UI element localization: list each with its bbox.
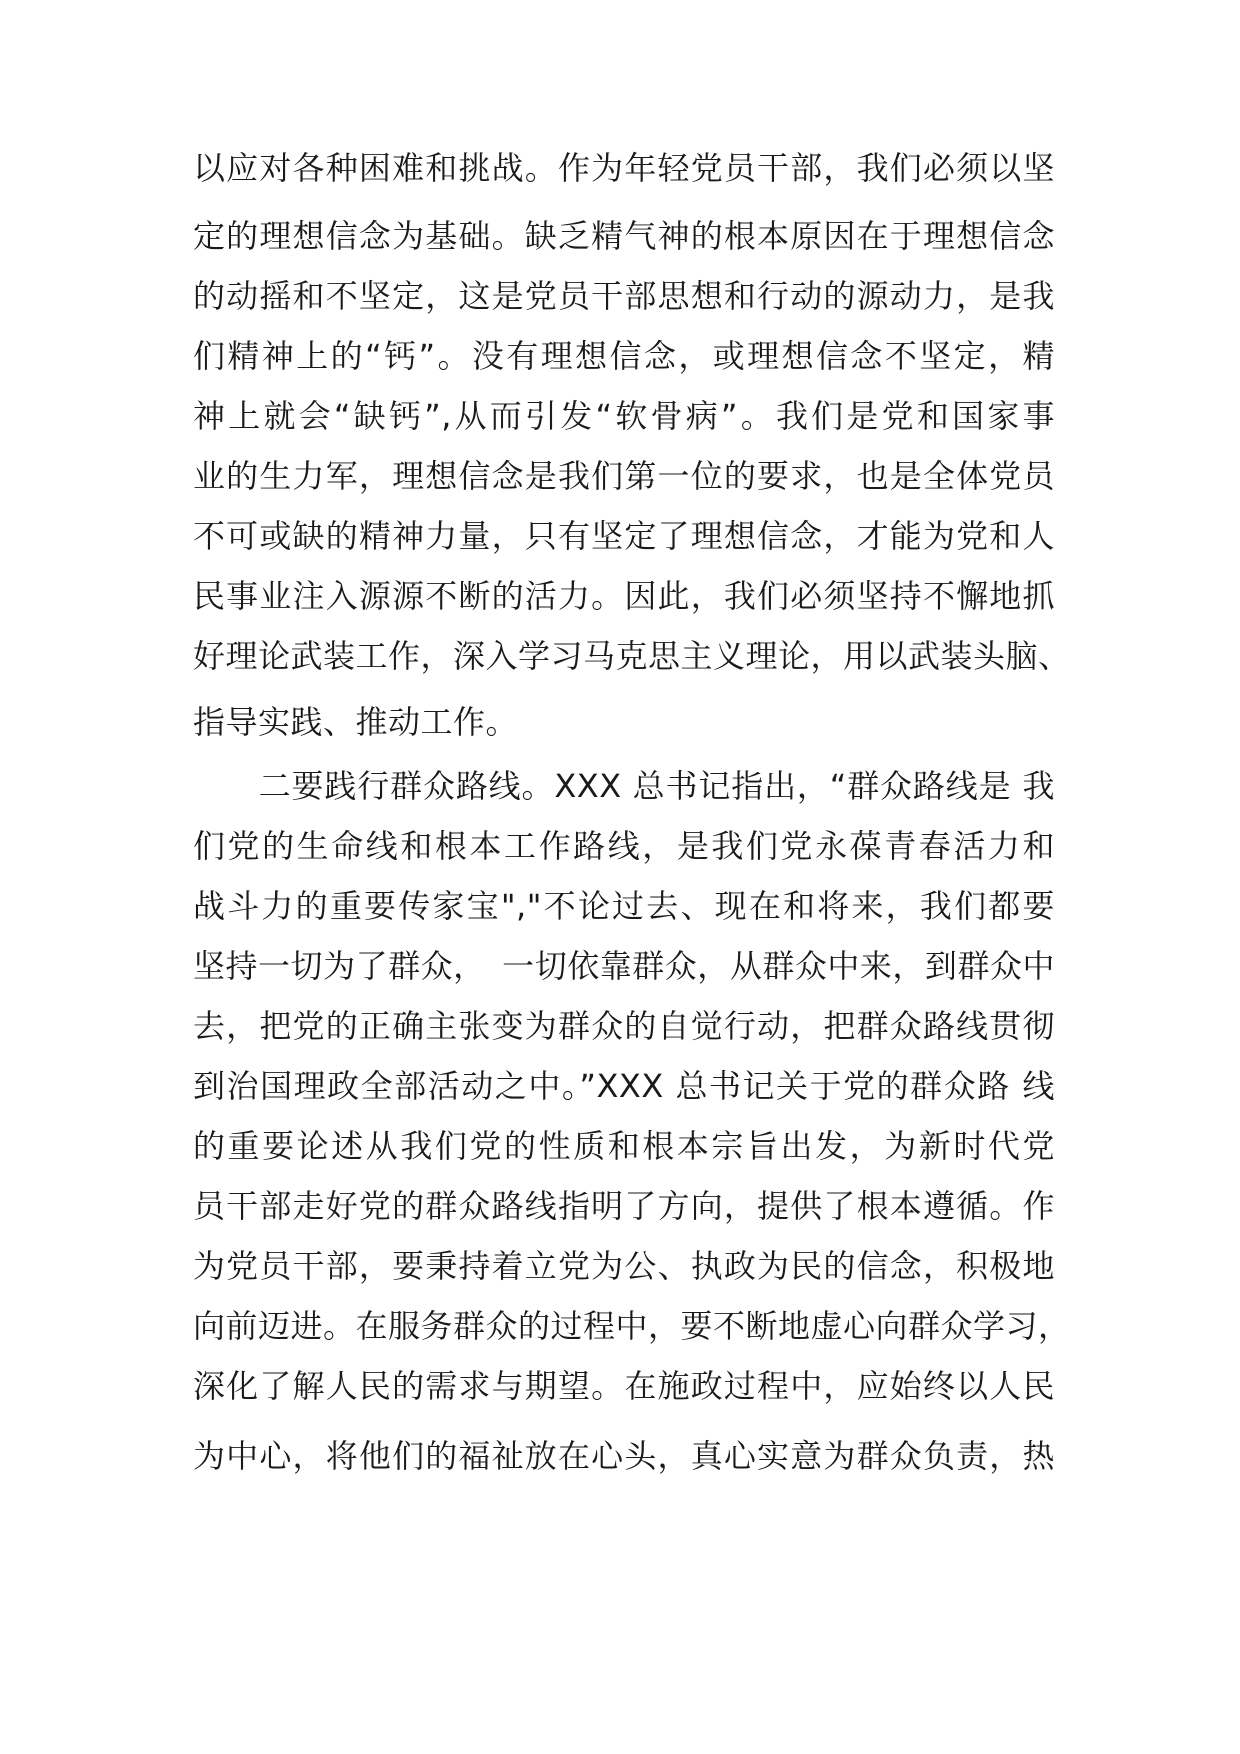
text-line: 们党的生命线和根本工作路线，是我们党永葆青春活力和 (193, 827, 1055, 865)
text-line: 员干部走好党的群众路线指明了方向，提供了根本遵循。作 (193, 1187, 1055, 1225)
text-line: 去，把党的正确主张变为群众的自觉行动，把群众路线贯彻 (193, 1007, 1055, 1045)
text-line: 为党员干部，要秉持着立党为公、执政为民的信念，积极地 (193, 1247, 1055, 1285)
text-line: 民事业注入源源不断的活力。因此，我们必须坚持不懈地抓 (193, 577, 1055, 615)
text-line: 业的生力军，理想信念是我们第一位的要求，也是全体党员 (193, 457, 1055, 495)
text-line: 战斗力的重要传家宝","不论过去、现在和将来，我们都要 (193, 887, 1055, 925)
text-line: 二要践行群众路线。XXX 总书记指出，“群众路线是 我 (193, 767, 1055, 805)
text-line: 的动摇和不坚定，这是党员干部思想和行动的源动力，是我 (193, 277, 1055, 315)
text-line: 好理论武装工作，深入学习马克思主义理论，用以武装头脑、 (193, 637, 1071, 675)
text-line: 坚持一切为了群众， 一切依靠群众，从群众中来，到群众中 (193, 947, 1055, 985)
text-line: 以应对各种困难和挑战。作为年轻党员干部，我们必须以坚 (193, 149, 1055, 187)
text-line: 向前迈进。在服务群众的过程中，要不断地虚心向群众学习， (193, 1307, 1071, 1345)
text-line: 神上就会“缺钙”,从而引发“软骨病”。我们是党和国家事 (193, 397, 1055, 435)
text-line: 定的理想信念为基础。缺乏精气神的根本原因在于理想信念 (193, 217, 1055, 255)
text-line: 不可或缺的精神力量，只有坚定了理想信念，才能为党和人 (193, 517, 1055, 555)
paragraph-end-line: 指导实践、推动工作。 (193, 703, 519, 741)
text-line: 深化了解人民的需求与期望。在施政过程中，应始终以人民 (193, 1367, 1055, 1405)
text-line: 到治国理政全部活动之中。”XXX 总书记关于党的群众路 线 (193, 1067, 1055, 1105)
text-line: 为中心，将他们的福祉放在心头，真心实意为群众负责，热 (193, 1437, 1055, 1475)
text-line: 们精神上的“钙”。没有理想信念，或理想信念不坚定，精 (193, 337, 1055, 375)
text-line: 的重要论述从我们党的性质和根本宗旨出发，为新时代党 (193, 1127, 1055, 1165)
